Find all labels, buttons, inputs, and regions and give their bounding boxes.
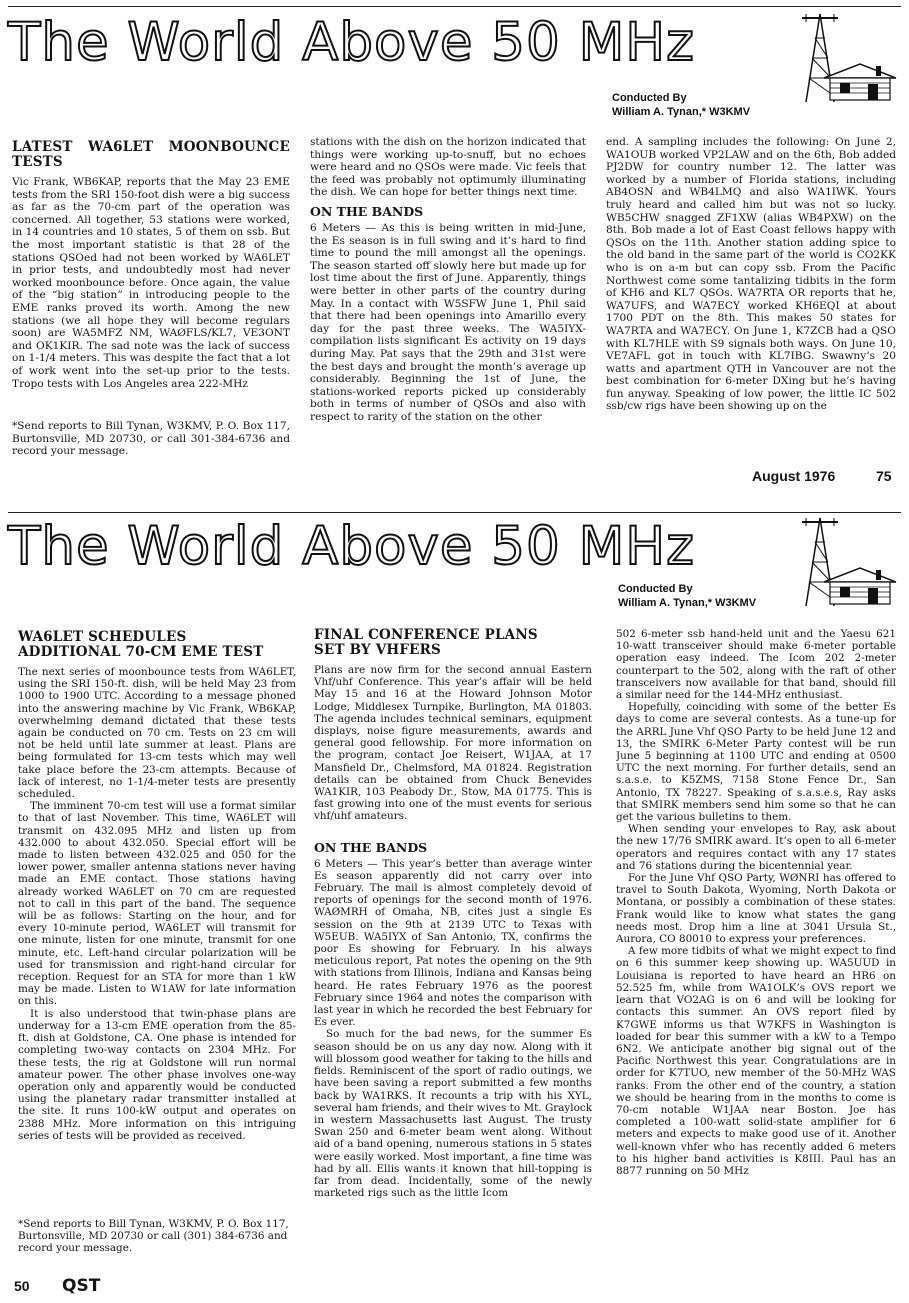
article-heading-line-1: FINAL CONFERENCE PLANS <box>314 628 538 643</box>
body-text: end. A sampling includes the following: On June 2, WA1OUB worked VP2LAW and on the 6th, Bob added PJ2DW for country number 12. The latter was worked by a number of Florida stations, including AB4OSN and WB4LMQ and also WA1IWK. Yours truly heard and called him but was not so lucky. WB5CHW snagged ZF1XW (alias WB4PXW) on the 8th. Bob made a lot of East Coast fellows happy with QSOs on the 11th. Another station adding spice to the old band in the same part of the world is CO2KK who is on a-m but can copy ssb. From the Pacific Northwest come some tantalizing tidbits in the form of KH6 and KL7 QSOs. WA7RTA OR reports that he, WA7UFS, and WA7ECY worked KH6EQI at about 1700 PDT on the 8th. This makes 50 states for WA7RTA and WA7ECY. On June 1, K7ZCB had a QSO with KL7HLE with S9 signals both ways. On June 10, VE7AFL got in touch with KL7IBG. Swawny’s 20 watts and apartment QTH in Vancouver are not the best combination for 6-meter DXing but he’s having fun anyway. Speaking of low power, the little IC 502 ssb/cw rigs have been showing up on the <box>606 136 896 413</box>
column-1 <box>12 140 290 416</box>
byline-label: Conducted By <box>618 583 693 595</box>
body-text: For the June Vhf QSO Party, WØNRI has offered to travel to South Dakota, Wyoming, North Dakota or Montana, or possibly a combination of these states. Frank would like to know what states the gang needs most. Drop him a line at 3041 Ursula St., Aurora, CO 80010 to express your preferences. <box>616 872 896 946</box>
article-heading-line-2: ADDITIONAL 70-CM EME TEST <box>18 644 264 660</box>
article-heading: LATEST WA6LET MOONBOUNCE TESTS <box>12 140 290 170</box>
top-page <box>0 0 909 510</box>
body-text: The next series of moonbounce tests from WA6LET, using the SRI 150-ft. dish, will be held May 23 from 1000 to 1900 UTC. According to a message phoned into the answering machine by Vic Frank, WB6KAP, overwhelming demand dictated that these tests again be conducted on 70 cm. Tests on 23 cm will not be held until late summer at least. Plans are being formulated for 13-cm tests which may well take place before the 23-cm attempts. Because of lack of interest, no 1-1/4-meter tests are presently scheduled. <box>18 666 296 801</box>
body-text: When sending your envelopes to Ray, ask about the new 17/76 SMIRK award. It’s open to all 6-meter operators and requires contact with any 17 states and 76 stations during the bicentennial year. <box>616 823 896 872</box>
page-number: 75 <box>876 468 892 484</box>
column-3 <box>606 136 896 458</box>
byline <box>618 582 756 610</box>
column-title: The World Above 50 MHz <box>8 516 695 577</box>
cabin-icon <box>820 62 900 102</box>
column-2 <box>314 628 592 1270</box>
cabin-icon <box>820 566 900 606</box>
page-number: 50 <box>14 1278 30 1294</box>
column-2 <box>310 136 586 458</box>
body-text: So much for the bad news, for the summer Es season should be on us any day now. Along with it will blossom good weather for taking to the hills and fields. Reminiscent of the sport of radio outings, we have been saving a report submitted a few months back by WA1RKS. It recounts a trip with his XYL, several ham friends, and their wives to Mt. Graylock in western Massachusetts last August. The trusty Swan 250 and 6-meter beam went along. Without aid of a band opening, numerous stations in 5 states were easily worked. Most important, a fine time was had by all. Ellis wants it known that hill-topping is far from dead. Incidentally, some of the newly marketed rigs such as the little Icom <box>314 1028 592 1200</box>
body-text: A few more tidbits of what we might expect to find on 6 this summer keep showing up. WA5UUD in Louisiana is reported to have heard an HR6 on 52.525 fm, while from WA1OLK’s OVS report we learn that VO2AG is on 6 and will be looking for contacts this summer. An OVS report filed by K7GWE informs us that W7KFS in Washington is loaded for bear this summer with a kW to a Tempo 6N2. We anticipate another big signal out of the Pacific Northwest this year. Congratulations are in order for K7TUO, new member of the 50-MHz WAS ranks. From the other end of the country, a station we should be hearing from in the months to come is 70-cm notable W1JAA near Boston. Joe has completed a 100-watt solid-state amplifier for 6 meters and expects to make good use of it. Another well-known vhfer who has recently added 6 meters to his higher band activities is K8III. Paul has an 8877 running on 50 MHz <box>616 945 896 1177</box>
body-text: The imminent 70-cm test will use a format similar to that of last November. This time, WA6LET will transmit on 432.095 MHz and listen up from 432.000 to about 432.050. Special effort will be made to listen between 432.025 and 050 for the lower power, smaller antenna stations never having made an EME contact. Those stations having already worked WA6LET on 70 cm are requested not to call in this part of the band. The sequence will be as follows: Starting on the hour, and for every 10-minute period, WA6LET will transmit for one minute, listen for one minute, transmit for one minute, etc. Left-hand circular polarization will be used for transmission and right-hand circular for reception. Request for an STA for more than 1 kW may be made. Listen to W1AW for late information on this. <box>18 800 296 1008</box>
body-text: Vic Frank, WB6KAP, reports that the May 23 EME tests from the SRI 150-foot dish were a big success as far as the 70-cm part of the operation was concerned. All together, 53 stations were worked, in 14 countries and 10 states, 5 of them on ssb. But the most important statistic is that 28 of the stations QSOed had not been worked by WA6LET in prior tests, and undoubtedly most had never worked moonbounce before. Once again, the value of the “big station” in introducing people to the EME ranks proved its worth. Among the new stations (we all hope they will become regulars soon) are WA5MFZ NM, WAØFLS/KL7, VE3ONT and OK1KIR. The sad note was the lack of success on 1-1/4 meters. This was despite the fact that a lot of work went into the set-up prior to the tests. Tropo tests with Los Angeles area 222-MHz <box>12 176 290 390</box>
body-text: stations with the dish on the horizon indicated that things were working up-to-snuff, but no echoes were heard and no QSOs were made. Vic feels that the feed was probably not optimumly illuminating the dish. We can hope for better things next time. <box>310 136 586 199</box>
body-text: 6 Meters — This year’s better than average winter Es season apparently did not carry over into February. The mail is almost completely devoid of reports of openings for the second month of 1976. WAØMRH of Omaha, NB, cites just a single Es session on the 9th at 2139 UTC to Texas with W5EUB. WA5IYX of San Antonio, TX, confirms the poor Es showing for February. In his always meticulous report, Pat notes the opening on the 9th with stations from Illinois, Indiana and Kansas being heard. He rates February 1976 as the poorest February since 1964 and notes the comparison with last year in which he recorded the best February for Es ever. <box>314 857 592 1029</box>
section-heading: ON THE BANDS <box>314 839 428 855</box>
body-text: It is also understood that twin-phase plans are underway for a 13-cm EME operation from the 85-ft. dish at Goldstone, CA. One phase is intended for completing two-way contacts on 2304 MHz. For these tests, the rig at Goldstone will run normal amateur power. The other phase involves one-way operation only and apparently would be conducted using the planetary radar transmitter installed at the site. It runs 100-kW output and operates on 2388 MHz. More information on this intriguing series of tests will be provided as received. <box>18 1007 296 1142</box>
footnote: *Send reports to Bill Tynan, W3KMV, P. O. Box 117, Burtonsville, MD 20730 or call (301) 384-6736 and record your message. <box>18 1218 289 1255</box>
footnote: *Send reports to Bill Tynan, W3KMV, P. O. Box 117, Burtonsville, MD 20730, or call 301-384-6736 and record your message. <box>12 420 290 458</box>
byline-author: William A. Tynan,* W3KMV <box>618 597 757 609</box>
top-rule <box>8 6 901 7</box>
column-title: The World Above 50 MHz <box>8 12 695 73</box>
bottom-page <box>0 512 909 1303</box>
byline-author: William A. Tynan,* W3KMV <box>612 106 751 118</box>
body-text: Plans are now firm for the second annual Eastern Vhf/uhf Conference. This year’s affair will be held May 15 and 16 at the Howard Johnson Motor Lodge, Middlesex Turnpike, Burlington, MA 01803. The agenda includes technical seminars, equipment displays, noise figure measurements, awards and general good fellowship. For more information on the program, contact Joe Reisert, W1JAA, at 17 Mansfield Dr., Chelmsford, MA 01824. Registration details can be obtained from Chuck Benevides WA1KIR, 103 Peabody Dr., Stow, MA 01775. This is fast growing into one of the must events for serious vhf/uhf amateurs. <box>314 664 592 823</box>
body-text: 6 Meters — As this is being written in mid-June, the Es season is in full swing and it’s hard to find time to pound the mill amongst all the openings. The season started off slowly here but made up for lost time about the first of June. Apparently, things were better in other parts of the country during May. In a contact with W5SFW June 1, Phil said that there had been openings into Amarillo every day for the past three weeks. The WA5IYX-compilation lists significant Es activity on 19 days during May. Pat says that the 29th and 31st were the best days and brought the month’s average up considerably. Beginning the 1st of June, the stations-worked reports picked up considerably both in terms of number of QSOs and also with respect to rarity of the station on the other <box>310 221 586 423</box>
article-heading-line-2: SET BY VHFERS <box>314 642 441 658</box>
top-rule <box>8 512 901 513</box>
body-text: Hopefully, coinciding with some of the better Es days to come are several contests. As a tune-up for the ARRL June Vhf QSO Party to be held June 12 and 13, the SMIRK 6-Meter Party contest will be run June 5 beginning at 1100 UTC and ending at 0500 UTC the next morning. For further details, send an s.a.s.e. to K5ZMS, 7158 Stone Fence Dr., San Antonio, TX 78227. Speaking of s.a.s.e.s, Ray asks that SMIRK members send him some so that he can get the various bulletins to them. <box>616 701 896 824</box>
magazine-logo: QST <box>62 1276 101 1296</box>
article-heading-line-1: WA6LET SCHEDULES <box>18 630 187 645</box>
byline <box>612 91 750 119</box>
column-1 <box>18 630 296 1196</box>
section-heading: ON THE BANDS <box>310 203 424 219</box>
column-3 <box>616 628 896 1270</box>
byline-label: Conducted By <box>612 92 687 104</box>
body-text: 502 6-meter ssb hand-held unit and the Yaesu 621 10-watt transceiver should make 6-meter portable operation easy indeed. The Icom 202 2-meter counterpart to the 502, along with the raft of other transceivers now available for that band, should fill a similar need for the 144-MHz enthusiast. <box>616 628 896 702</box>
folio-date: August 1976 <box>752 468 836 484</box>
